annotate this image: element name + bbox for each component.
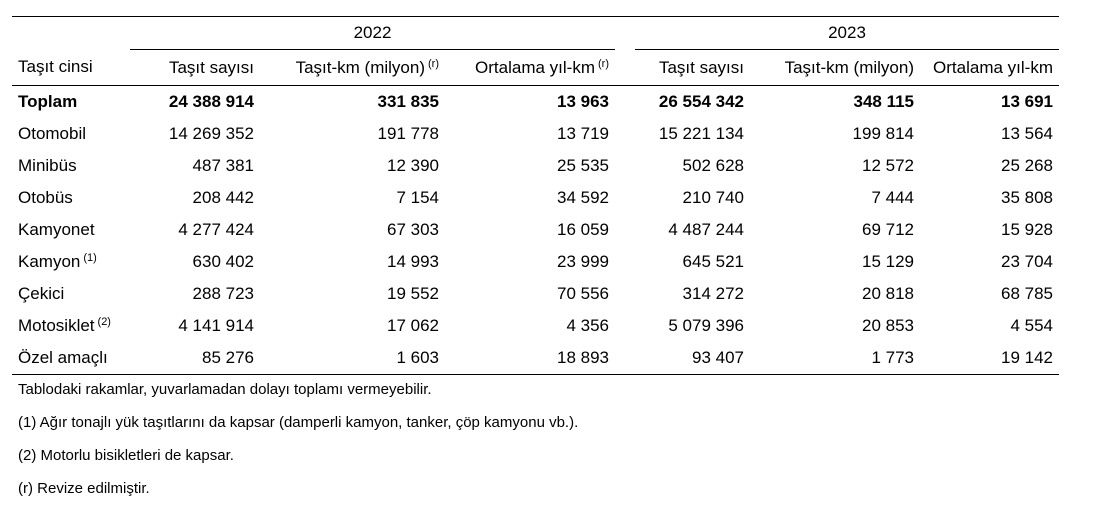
table-row — [12, 310, 1059, 342]
vehicle-type-cell — [12, 118, 130, 150]
vehicle-km-2022-cell: 7 154 — [396, 188, 439, 207]
vehicle-count-2022-cell: 208 442 — [192, 188, 254, 207]
vehicle-count-2022-cell: 24 388 914 — [168, 92, 254, 111]
table-body — [12, 86, 1059, 375]
revised-mark: (r) — [598, 57, 609, 70]
gap-cell — [615, 182, 635, 214]
vehicle-km-2023-cell: 12 572 — [862, 156, 914, 175]
vehicle-km-2023-cell: 7 444 — [871, 188, 914, 207]
year-header-2022: 2022 — [130, 17, 615, 50]
avg-km-2023-cell: 68 785 — [1001, 284, 1053, 303]
row-header-label: Taşıt cinsi — [12, 50, 130, 86]
col-header-2023-avg-km: Ortalama yıl-km — [920, 50, 1059, 86]
vehicle-type-label: Kamyonet — [18, 220, 95, 239]
col-header-gap — [615, 50, 635, 86]
gap-cell — [615, 278, 635, 310]
col-header-2022-avg-km: Ortalama yıl-km $^{(r)}$ — [445, 50, 615, 86]
table-row-total — [12, 86, 1059, 119]
vehicle-type-cell — [12, 310, 130, 342]
avg-km-2022-cell: 4 356 — [566, 316, 609, 335]
vehicle-type-cell — [12, 86, 130, 119]
vehicle-km-2023-cell: 348 115 — [853, 92, 914, 111]
vehicle-statistics-table-container — [12, 16, 1059, 375]
gap-cell — [615, 86, 635, 119]
footnote-mark: (1) — [83, 252, 97, 264]
vehicle-count-2022-cell: 487 381 — [192, 156, 254, 175]
col-header-2023-vehicle-km: Taşıt-km (milyon) — [750, 50, 920, 86]
vehicle-type-cell — [12, 342, 130, 375]
vehicle-count-2023-cell: 5 079 396 — [668, 316, 744, 335]
vehicle-km-2023-cell: 1 773 — [750, 342, 920, 375]
table-row — [12, 118, 1059, 150]
avg-km-2023-cell: 13 691 — [1001, 92, 1053, 111]
vehicle-count-2022-cell: 4 277 424 — [178, 220, 254, 239]
avg-km-2022-cell: 70 556 — [557, 284, 609, 303]
year-header-row — [12, 17, 1059, 50]
vehicle-km-2022-cell: 1 603 — [260, 342, 445, 375]
avg-km-2023-cell: 19 142 — [920, 342, 1059, 375]
vehicle-km-2023-cell: 69 712 — [862, 220, 914, 239]
vehicle-type-label: Toplam — [18, 92, 78, 111]
vehicle-type-label: Otobüs — [18, 188, 73, 207]
vehicle-km-2022-cell: 14 993 — [387, 252, 439, 271]
gap-cell — [615, 246, 635, 278]
vehicle-count-2022-cell: 14 269 352 — [168, 124, 254, 143]
avg-km-2023-cell: 25 268 — [1001, 156, 1053, 175]
avg-km-2022-cell: 23 999 — [557, 252, 609, 271]
vehicle-type-cell — [12, 150, 130, 182]
footnote-2: (2) Motorlu bisikletleri de kapsar. — [18, 447, 234, 464]
avg-km-2023-cell: 4 554 — [1010, 316, 1053, 335]
table-row — [12, 214, 1059, 246]
avg-km-2023-cell: 35 808 — [1001, 188, 1053, 207]
gap-cell — [615, 310, 635, 342]
col-header-2022-vehicle-count: Taşıt sayısı — [130, 50, 260, 86]
avg-km-2023-cell: 23 704 — [1001, 252, 1053, 271]
vehicle-km-2022-cell: 12 390 — [387, 156, 439, 175]
avg-km-2022-cell: 16 059 — [557, 220, 609, 239]
vehicle-type-label: Kamyon — [18, 252, 81, 271]
vehicle-km-2022-cell: 67 303 — [387, 220, 439, 239]
vehicle-type-cell — [12, 214, 130, 246]
vehicle-km-2023-cell: 15 129 — [862, 252, 914, 271]
col-header-2022-vehicle-km: Taşıt-km (milyon) $^{(r)}$ — [260, 50, 445, 86]
year-header-blank — [12, 17, 130, 50]
vehicle-count-2023-cell: 314 272 — [682, 284, 744, 303]
vehicle-count-2022-cell: 4 141 914 — [178, 316, 254, 335]
avg-km-2022-cell: 13 719 — [557, 124, 609, 143]
vehicle-count-2023-cell: 93 407 — [635, 342, 750, 375]
table-row — [12, 342, 1059, 375]
vehicle-type-cell — [12, 182, 130, 214]
vehicle-type-cell — [12, 278, 130, 310]
vehicle-type-cell — [12, 246, 130, 278]
vehicle-count-2023-cell: 15 221 134 — [658, 124, 744, 143]
vehicle-type-label: Özel amaçlı — [18, 348, 108, 367]
vehicle-count-2023-cell: 645 521 — [682, 252, 744, 271]
vehicle-count-2022-cell: 288 723 — [192, 284, 254, 303]
avg-km-2022-cell: 25 535 — [557, 156, 609, 175]
table-row — [12, 278, 1059, 310]
gap-cell — [615, 342, 635, 375]
gap-cell — [615, 214, 635, 246]
year-header-2023: 2023 — [635, 17, 1059, 50]
footnote-revised: (r) Revize edilmiştir. — [18, 480, 150, 497]
gap-cell — [615, 118, 635, 150]
gap-cell — [615, 150, 635, 182]
vehicle-count-2022-cell: 630 402 — [192, 252, 254, 271]
vehicle-km-2022-cell: 191 778 — [377, 124, 439, 143]
avg-km-2022-cell: 13 963 — [557, 92, 609, 111]
avg-km-2022-cell: 34 592 — [557, 188, 609, 207]
table-row — [12, 182, 1059, 214]
vehicle-count-2022-cell: 85 276 — [130, 342, 260, 375]
vehicle-km-2022-cell: 19 552 — [387, 284, 439, 303]
vehicle-type-label: Motosiklet — [18, 316, 95, 335]
vehicle-count-2023-cell: 210 740 — [682, 188, 744, 207]
table-row — [12, 246, 1059, 278]
vehicle-count-2023-cell: 502 628 — [682, 156, 744, 175]
vehicle-km-2022-cell: 17 062 — [387, 316, 439, 335]
vehicle-km-2022-cell: 331 835 — [377, 92, 439, 111]
vehicle-type-label: Otomobil — [18, 124, 87, 143]
table-row — [12, 150, 1059, 182]
vehicle-km-2023-cell: 20 818 — [862, 284, 914, 303]
vehicle-km-2023-cell: 199 814 — [852, 124, 914, 143]
year-header-gap — [615, 17, 635, 50]
vehicle-type-label: Minibüs — [18, 156, 77, 175]
avg-km-2022-cell: 18 893 — [445, 342, 615, 375]
avg-km-2023-cell: 13 564 — [1001, 124, 1053, 143]
avg-km-2023-cell: 15 928 — [1001, 220, 1053, 239]
vehicle-type-label: Çekici — [18, 284, 65, 303]
vehicle-statistics-table — [12, 16, 1059, 375]
col-header-2023-vehicle-count: Taşıt sayısı — [635, 50, 750, 86]
vehicle-count-2023-cell: 4 487 244 — [668, 220, 744, 239]
vehicle-count-2023-cell: 26 554 342 — [658, 92, 744, 111]
table-footnotes — [18, 380, 578, 512]
column-header-row — [12, 50, 1059, 86]
footnote-1: (1) Ağır tonajlı yük taşıtlarını da kapsar (damperli kamyon, tanker, çöp kamyonu vb.). — [18, 414, 579, 431]
footnote-mark: (2) — [97, 316, 111, 328]
revised-mark: (r) — [428, 57, 439, 70]
footnote-rounding: Tablodaki rakamlar, yuvarlamadan dolayı toplamı vermeyebilir. — [18, 381, 432, 398]
vehicle-km-2023-cell: 20 853 — [862, 316, 914, 335]
